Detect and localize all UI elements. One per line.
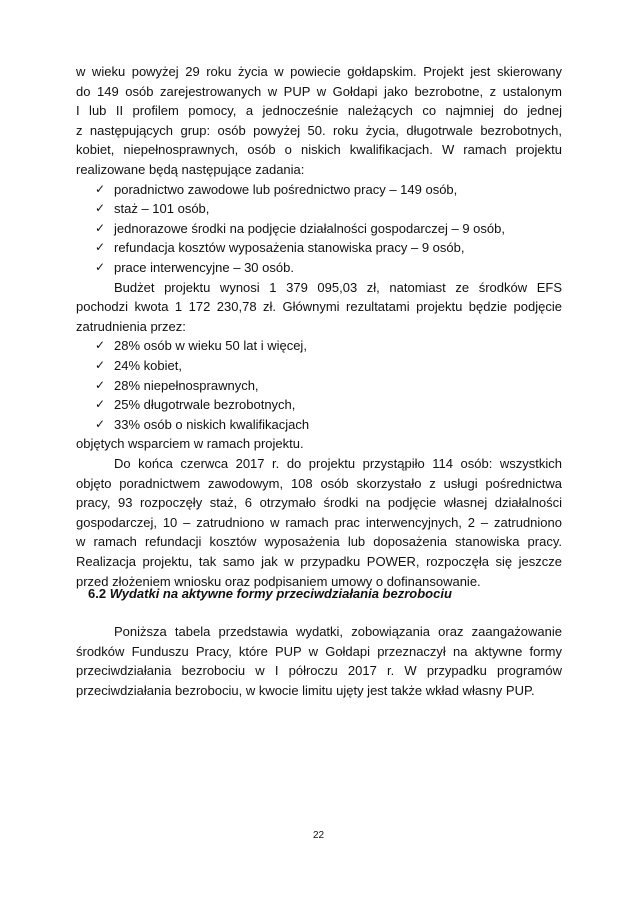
text-line: realizowane będą następujące zadania:: [76, 161, 305, 177]
paragraph-progress: [76, 454, 562, 591]
text-line: Budżet projektu wynosi 1 379 095,03 zł, natomiast ze środków EFS: [114, 279, 562, 295]
paragraph-project-description: [76, 62, 562, 180]
text-line: w ramach refundacji kosztów wyposażenia lub doposażenia stanowiska pracy.: [76, 534, 562, 550]
list-item-text: 25% długotrwale bezrobotnych,: [114, 397, 296, 413]
text-line: przeciwdziałania bezrobociu w I półroczu 2017 r. W przypadku programów: [76, 663, 562, 679]
text-line: gospodarczej, 10 – zatrudniono w ramach prac interwencyjnych, 2 – zatrudniono: [76, 514, 562, 530]
checkmark-icon: ✓: [95, 416, 106, 431]
section-heading: [88, 584, 452, 604]
list-item-text: refundacja kosztów wyposażenia stanowiska pracy – 9 osób,: [114, 240, 465, 256]
text-line: objętych wsparciem w ramach projektu.: [76, 436, 304, 452]
paragraph-supported: [76, 434, 562, 454]
text-line: środków Funduszu Pracy, które PUP w Gołdapi przeznaczył na aktywne formy: [76, 643, 562, 659]
text-line: objęto poradnictwem zawodowym, 108 osób skorzystało z usługi pośrednictwa: [76, 475, 562, 491]
text-line: Realizacja projektu, tak samo jak w przypadku POWER, rozpoczęła się jeszcze: [76, 553, 562, 569]
list-item: [76, 395, 562, 415]
list-item: [76, 336, 562, 356]
list-item-text: staż – 101 osób,: [114, 201, 210, 217]
list-item: [76, 356, 562, 376]
text-line: I lub II profilem pomocy, a jednocześnie należących co najmniej do jednej: [76, 103, 562, 119]
checkmark-icon: ✓: [95, 357, 106, 372]
checkmark-icon: ✓: [95, 259, 106, 274]
checkmark-icon: ✓: [95, 377, 106, 392]
checkmark-icon: ✓: [95, 201, 106, 216]
text-line: kobiet, niepełnosprawnych, osób o niskich kwalifikacjach. W ramach projektu: [76, 142, 562, 158]
checkmark-icon: ✓: [95, 397, 106, 412]
paragraph-table-intro: [76, 622, 562, 700]
text-line: Do końca czerwca 2017 r. do projektu przystąpiło 114 osób: wszystkich: [114, 456, 562, 471]
text-line: przed złożeniem wniosku oraz podpisaniem umowy o dofinansowanie.: [76, 573, 481, 589]
list-item: [76, 199, 562, 219]
text-line: z następujących grup: osób powyżej 50. roku życia, długotrwale bezrobotnych,: [76, 122, 562, 138]
text-line: pochodzi kwota 1 172 230,78 zł. Głównymi rezultatami projektu będzie podjęcie: [76, 299, 562, 315]
task-list: [76, 180, 562, 278]
section-title: Wydatki na aktywne formy przeciwdziałania bezrobociu: [109, 586, 452, 601]
text-line: przeciwdziałania bezrobociu, w kwocie limitu ujęty jest także wkład własny PUP.: [76, 682, 535, 698]
page-number: 22: [312, 830, 325, 841]
checkmark-icon: ✓: [95, 220, 106, 235]
list-item: [76, 415, 562, 435]
text-line: w wieku powyżej 29 roku życia w powiecie gołdapskim. Projekt jest skierowany: [76, 64, 562, 79]
list-item: [76, 180, 562, 200]
results-list: [76, 336, 562, 434]
text-line: zatrudnienia przez:: [76, 318, 186, 334]
text-line: do 149 osób zarejestrowanych w PUP w Gołdapi jako bezrobotne, z ustalonym: [76, 83, 562, 99]
section-number: 6.2: [88, 586, 107, 601]
list-item-text: 24% kobiet,: [114, 357, 182, 373]
list-item-text: prace interwencyjne – 30 osób.: [114, 259, 294, 275]
list-item-text: jednorazowe środki na podjęcie działalności gospodarczej – 9 osób,: [114, 220, 505, 236]
list-item-text: poradnictwo zawodowe lub pośrednictwo pracy – 149 osób,: [114, 181, 458, 197]
checkmark-icon: ✓: [95, 240, 106, 255]
list-item-text: 28% osób w wieku 50 lat i więcej,: [114, 338, 307, 354]
list-item: [76, 376, 562, 396]
checkmark-icon: ✓: [95, 181, 106, 196]
list-item: [76, 219, 562, 239]
list-item-text: 28% niepełnosprawnych,: [114, 377, 259, 393]
checkmark-icon: ✓: [95, 338, 106, 353]
list-item: [76, 238, 562, 258]
list-item-text: 33% osób o niskich kwalifikacjach: [114, 416, 310, 432]
paragraph-budget: [76, 278, 562, 337]
text-line: Poniższa tabela przedstawia wydatki, zobowiązania oraz zaangażowanie: [114, 624, 562, 639]
text-line: pracy, 93 rozpoczęły staż, 6 otrzymało środki na podjęcie własnej działalności: [76, 495, 562, 511]
list-item: [76, 258, 562, 278]
